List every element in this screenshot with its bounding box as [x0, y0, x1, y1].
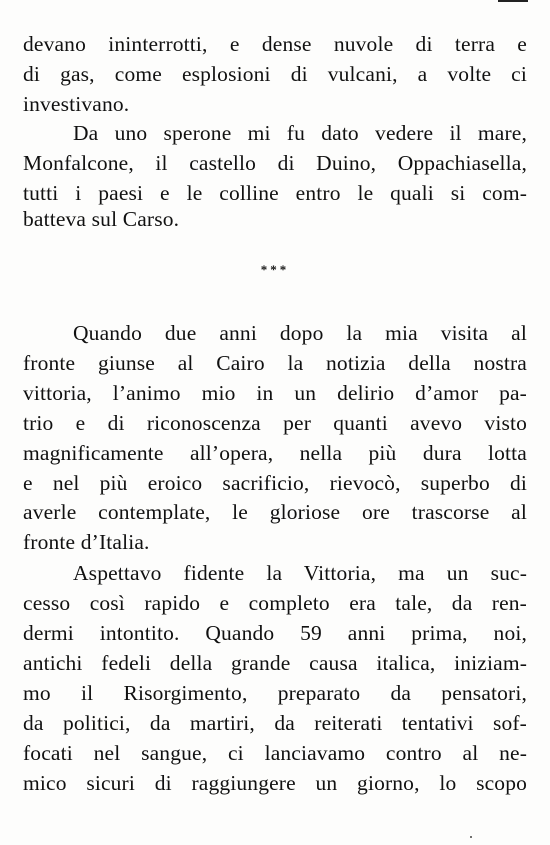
text-line: cesso così rapido e completo era tale, da ren- [23, 591, 527, 615]
text-line: e nel più eroico sacrificio, rievocò, superbo di [23, 471, 527, 495]
text-line: fronte giunse al Cairo la notizia della nostra [23, 351, 527, 375]
text-line: mico sicuri di raggiungere un giorno, lo scopo [23, 771, 527, 795]
text-line: magnificamente all’opera, nella più dura lotta [23, 441, 527, 465]
text-line: tutti i paesi e le colline entro le quali si com- [23, 181, 527, 205]
text-line: batteva sul Carso. [23, 207, 180, 231]
text-line: devano ininterrotti, e dense nuvole di terra e [23, 32, 527, 56]
text-line: Aspettavo fidente la Vittoria, ma un suc- [73, 561, 527, 585]
text-line: trio e di riconoscenza per quanti avevo visto [23, 411, 527, 435]
page-edge-mark [498, 0, 528, 2]
text-line: fronte d’Italia. [23, 530, 150, 554]
text-line: vittoria, l’animo mio in un delirio d’amor pa- [23, 381, 527, 405]
text-line: investivano. [23, 92, 130, 116]
text-line: dermi intontito. Quando 59 anni prima, noi, [23, 621, 527, 645]
text-line: Da uno sperone mi fu dato vedere il mare, [73, 121, 527, 145]
text-line: averle contemplate, le gloriose ore trascorse al [23, 500, 527, 524]
paper-speck [470, 836, 472, 838]
text-line: da politici, da martiri, da reiterati tentativi sof- [23, 711, 527, 735]
section-separator: *** [260, 262, 290, 277]
text-line: Monfalcone, il castello di Duino, Oppachiasella, [23, 151, 527, 175]
text-line: Quando due anni dopo la mia visita al [73, 321, 527, 345]
text-line: mo il Risorgimento, preparato da pensatori, [23, 681, 527, 705]
text-line: di gas, come esplosioni di vulcani, a volte ci [23, 62, 527, 86]
text-line: focati nel sangue, ci lanciavamo contro al ne- [23, 741, 527, 765]
text-line: antichi fedeli della grande causa italica, iniziam- [23, 651, 527, 675]
